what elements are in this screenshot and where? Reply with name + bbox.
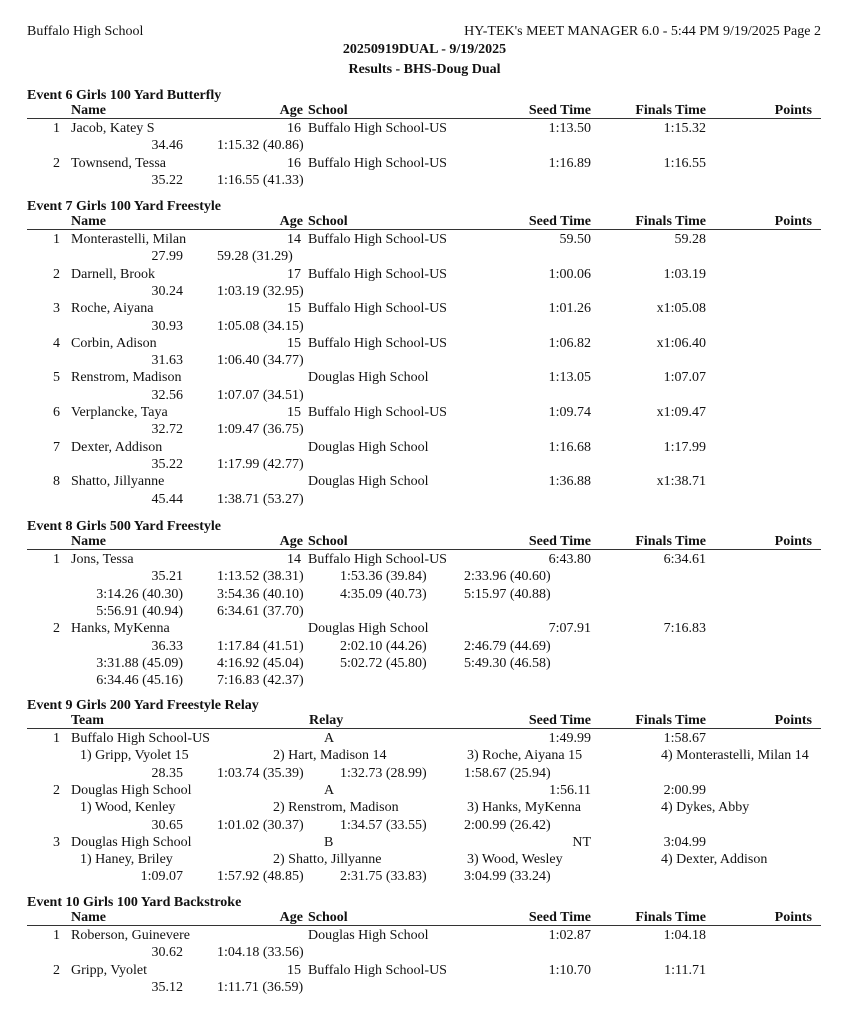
- entry-relay: A: [324, 731, 335, 746]
- entry-place: 4: [53, 335, 60, 351]
- split: 35.21: [151, 569, 183, 585]
- event-title: Event 10 Girls 100 Yard Backstroke: [27, 895, 242, 910]
- split: 1:07.07 (34.51): [217, 387, 304, 403]
- entry-seed-time: 7:07.91: [548, 621, 591, 637]
- entry-place: 2: [53, 962, 60, 978]
- entry-school: Buffalo High School-US: [308, 232, 447, 247]
- entry-place: 2: [53, 155, 60, 171]
- entry-finals-time: 59.28: [674, 232, 706, 247]
- relay-swimmer: 4) Monterastelli, Milan 14: [661, 748, 809, 764]
- entry-place: 3: [53, 834, 60, 850]
- entry-seed-time: 1:01.26: [548, 301, 591, 317]
- entry-place: 8: [53, 474, 60, 490]
- entry-name: Shatto, Jillyanne: [71, 474, 165, 490]
- header-rule: [27, 549, 821, 550]
- split: 2:00.99 (26.42): [464, 817, 551, 833]
- entry-school: Buffalo High School-US: [308, 552, 447, 567]
- entry-name: Townsend, Tessa: [71, 155, 166, 171]
- relay-swimmer: 1) Wood, Kenley: [80, 800, 176, 816]
- entry-school: Buffalo High School-US: [308, 155, 447, 171]
- col-age: Age: [279, 910, 303, 925]
- entry-relay: B: [324, 834, 334, 850]
- split: 5:49.30 (46.58): [464, 655, 551, 671]
- col-age: Age: [279, 103, 303, 118]
- header-rule: [27, 728, 821, 729]
- entry-seed-time: 1:16.68: [548, 439, 591, 455]
- split: 6:34.46 (45.16): [96, 673, 183, 689]
- col-school: School: [308, 910, 348, 925]
- entry-name: Dexter, Addison: [71, 439, 163, 455]
- entry-seed-time: NT: [572, 834, 591, 850]
- entry-finals-time: 7:16.83: [663, 621, 706, 637]
- split: 30.65: [151, 817, 183, 833]
- entry-name: Jacob, Katey S: [71, 121, 155, 136]
- split: 45.44: [151, 491, 183, 507]
- entry-place: 2: [53, 782, 60, 798]
- entry-school: Douglas High School: [308, 621, 429, 637]
- split: 32.72: [151, 422, 183, 438]
- split: 30.24: [151, 283, 183, 299]
- entry-seed-time: 1:10.70: [548, 962, 591, 978]
- entry-place: 6: [53, 405, 60, 420]
- entry-team: Buffalo High School-US: [71, 731, 210, 746]
- col-school: School: [308, 534, 348, 549]
- split: 2:46.79 (44.69): [464, 638, 551, 654]
- entry-name: Roberson, Guinevere: [71, 928, 190, 943]
- entry-place: 3: [53, 301, 60, 317]
- entry-finals-time: x1:38.71: [656, 474, 706, 490]
- entry-place: 1: [53, 232, 60, 247]
- split: 36.33: [151, 638, 183, 654]
- relay-swimmer: 1) Gripp, Vyolet 15: [80, 748, 189, 764]
- col-finals-time: Finals Time: [635, 103, 706, 118]
- col-team: Team: [71, 713, 104, 728]
- header-rule: [27, 118, 821, 119]
- split: 1:15.32 (40.86): [217, 138, 304, 154]
- entry-seed-time: 1:00.06: [548, 266, 591, 282]
- event-title: Event 8 Girls 500 Yard Freestyle: [27, 519, 222, 534]
- entry-school: Buffalo High School-US: [308, 335, 447, 351]
- entry-finals-time: 1:03.19: [663, 266, 706, 282]
- split: 32.56: [151, 387, 183, 403]
- split: 35.12: [151, 979, 183, 995]
- entry-name: Verplancke, Taya: [71, 405, 168, 420]
- entry-team: Douglas High School: [71, 782, 192, 798]
- split: 1:17.99 (42.77): [217, 456, 304, 472]
- entry-name: Gripp, Vyolet: [71, 962, 147, 978]
- relay-swimmer: 3) Hanks, MyKenna: [467, 800, 581, 816]
- entry-seed-time: 1:13.50: [548, 121, 591, 136]
- entry-age: 15: [287, 405, 301, 420]
- entry-finals-time: 1:15.32: [663, 121, 706, 136]
- split: 30.93: [151, 318, 183, 334]
- entry-place: 7: [53, 439, 60, 455]
- split: 1:09.07: [140, 869, 183, 885]
- event-title: Event 6 Girls 100 Yard Butterfly: [27, 88, 222, 103]
- split: 1:13.52 (38.31): [217, 569, 304, 585]
- entry-age: 16: [287, 121, 301, 136]
- entry-age: 14: [287, 232, 301, 247]
- entry-place: 1: [53, 731, 60, 746]
- entry-name: Monterastelli, Milan: [71, 232, 187, 247]
- col-age: Age: [279, 534, 303, 549]
- relay-swimmer: 4) Dexter, Addison: [661, 852, 768, 868]
- entry-finals-time: 1:17.99: [663, 439, 706, 455]
- entry-seed-time: 59.50: [559, 232, 591, 247]
- entry-name: Hanks, MyKenna: [71, 621, 170, 637]
- entry-seed-time: 1:16.89: [548, 155, 591, 171]
- col-age: Age: [279, 214, 303, 229]
- results-title: Results - BHS-Doug Dual: [348, 62, 501, 77]
- entry-seed-time: 1:06.82: [548, 335, 591, 351]
- col-finals-time: Finals Time: [635, 534, 706, 549]
- col-points: Points: [774, 103, 812, 118]
- split: 1:32.73 (28.99): [340, 765, 427, 781]
- header-rule: [27, 925, 821, 926]
- split: 1:09.47 (36.75): [217, 422, 304, 438]
- entry-age: 14: [287, 552, 301, 567]
- split: 2:33.96 (40.60): [464, 569, 551, 585]
- school-header: Buffalo High School: [27, 24, 144, 39]
- col-seed-time: Seed Time: [528, 214, 591, 229]
- split: 27.99: [151, 249, 183, 265]
- entry-school: Buffalo High School-US: [308, 405, 447, 420]
- split: 31.63: [151, 353, 183, 369]
- entry-school: Douglas High School: [308, 370, 429, 386]
- col-name: Name: [71, 534, 106, 549]
- entry-finals-time: 1:04.18: [663, 928, 706, 943]
- split: 30.62: [151, 945, 183, 961]
- split: 1:03.74 (35.39): [217, 765, 304, 781]
- entry-finals-time: 1:07.07: [663, 370, 706, 386]
- entry-school: Douglas High School: [308, 439, 429, 455]
- entry-seed-time: 1:56.11: [549, 782, 591, 798]
- split: 1:38.71 (53.27): [217, 491, 304, 507]
- entry-seed-time: 6:43.80: [548, 552, 591, 567]
- split: 1:34.57 (33.55): [340, 817, 427, 833]
- entry-team: Douglas High School: [71, 834, 192, 850]
- split: 3:14.26 (40.30): [96, 586, 183, 602]
- split: 7:16.83 (42.37): [217, 673, 304, 689]
- meet-title: 20250919DUAL - 9/19/2025: [342, 42, 507, 57]
- header-rule: [27, 229, 821, 230]
- entry-place: 2: [53, 266, 60, 282]
- col-points: Points: [774, 534, 812, 549]
- entry-finals-time: x1:09.47: [656, 405, 706, 420]
- entry-age: 15: [287, 335, 301, 351]
- software-header: HY-TEK's MEET MANAGER 6.0 - 5:44 PM 9/19/2025 Page 2: [464, 24, 821, 39]
- col-points: Points: [774, 910, 812, 925]
- col-points: Points: [774, 713, 812, 728]
- entry-school: Buffalo High School-US: [308, 301, 447, 317]
- col-seed-time: Seed Time: [528, 534, 591, 549]
- entry-place: 2: [53, 621, 60, 637]
- entry-school: Douglas High School: [308, 928, 429, 943]
- entry-finals-time: 2:00.99: [663, 782, 706, 798]
- col-finals-time: Finals Time: [635, 910, 706, 925]
- relay-swimmer: 3) Roche, Aiyana 15: [467, 748, 583, 764]
- entry-name: Jons, Tessa: [71, 552, 134, 567]
- entry-seed-time: 1:13.05: [548, 370, 591, 386]
- split: 6:34.61 (37.70): [217, 603, 304, 619]
- split: 1:17.84 (41.51): [217, 638, 304, 654]
- entry-seed-time: 1:49.99: [548, 731, 591, 746]
- entry-seed-time: 1:09.74: [548, 405, 591, 420]
- split: 5:15.97 (40.88): [464, 586, 551, 602]
- entry-relay: A: [324, 782, 335, 798]
- col-school: School: [308, 214, 348, 229]
- split: 1:06.40 (34.77): [217, 353, 304, 369]
- split: 28.35: [151, 765, 183, 781]
- split: 1:03.19 (32.95): [217, 283, 304, 299]
- col-relay: Relay: [309, 713, 344, 728]
- entry-name: Renstrom, Madison: [71, 370, 182, 386]
- entry-place: 1: [53, 552, 60, 567]
- split: 1:05.08 (34.15): [217, 318, 304, 334]
- entry-school: Buffalo High School-US: [308, 266, 447, 282]
- split: 3:04.99 (33.24): [464, 869, 551, 885]
- col-finals-time: Finals Time: [635, 214, 706, 229]
- split: 1:01.02 (30.37): [217, 817, 304, 833]
- entry-finals-time: 3:04.99: [663, 834, 706, 850]
- col-school: School: [308, 103, 348, 118]
- entry-school: Buffalo High School-US: [308, 121, 447, 136]
- split: 3:54.36 (40.10): [217, 586, 304, 602]
- entry-finals-time: x1:06.40: [656, 335, 706, 351]
- event-title: Event 7 Girls 100 Yard Freestyle: [27, 199, 222, 214]
- entry-seed-time: 1:36.88: [548, 474, 591, 490]
- relay-swimmer: 3) Wood, Wesley: [467, 852, 563, 868]
- relay-swimmer: 1) Haney, Briley: [80, 852, 173, 868]
- split: 2:31.75 (33.83): [340, 869, 427, 885]
- entry-place: 5: [53, 370, 60, 386]
- entry-finals-time: 1:16.55: [663, 155, 706, 171]
- split: 1:53.36 (39.84): [340, 569, 427, 585]
- split: 1:57.92 (48.85): [217, 869, 304, 885]
- col-seed-time: Seed Time: [528, 910, 591, 925]
- entry-place: 1: [53, 928, 60, 943]
- split: 4:16.92 (45.04): [217, 655, 304, 671]
- entry-place: 1: [53, 121, 60, 136]
- split: 4:35.09 (40.73): [340, 586, 427, 602]
- col-points: Points: [774, 214, 812, 229]
- entry-age: 16: [287, 155, 301, 171]
- relay-swimmer: 2) Renstrom, Madison: [273, 800, 399, 816]
- col-name: Name: [71, 214, 106, 229]
- split: 5:02.72 (45.80): [340, 655, 427, 671]
- entry-age: 15: [287, 962, 301, 978]
- relay-swimmer: 2) Hart, Madison 14: [273, 748, 387, 764]
- split: 2:02.10 (44.26): [340, 638, 427, 654]
- split: 5:56.91 (40.94): [96, 603, 183, 619]
- split: 1:16.55 (41.33): [217, 172, 304, 188]
- col-finals-time: Finals Time: [635, 713, 706, 728]
- entry-finals-time: x1:05.08: [656, 301, 706, 317]
- entry-age: 17: [287, 266, 301, 282]
- entry-finals-time: 1:58.67: [663, 731, 706, 746]
- entry-name: Darnell, Brook: [71, 266, 155, 282]
- col-name: Name: [71, 910, 106, 925]
- entry-finals-time: 6:34.61: [663, 552, 706, 567]
- split: 35.22: [151, 172, 183, 188]
- entry-age: 15: [287, 301, 301, 317]
- col-name: Name: [71, 103, 106, 118]
- relay-swimmer: 2) Shatto, Jillyanne: [273, 852, 382, 868]
- split: 1:04.18 (33.56): [217, 945, 304, 961]
- col-seed-time: Seed Time: [528, 103, 591, 118]
- col-seed-time: Seed Time: [528, 713, 591, 728]
- entry-school: Buffalo High School-US: [308, 962, 447, 978]
- split: 35.22: [151, 456, 183, 472]
- entry-name: Roche, Aiyana: [71, 301, 154, 317]
- split: 3:31.88 (45.09): [96, 655, 183, 671]
- entry-school: Douglas High School: [308, 474, 429, 490]
- split: 34.46: [151, 138, 183, 154]
- relay-swimmer: 4) Dykes, Abby: [661, 800, 750, 816]
- split: 1:58.67 (25.94): [464, 765, 551, 781]
- event-title: Event 9 Girls 200 Yard Freestyle Relay: [27, 698, 259, 713]
- split: 1:11.71 (36.59): [217, 979, 304, 995]
- entry-finals-time: 1:11.71: [664, 962, 706, 978]
- entry-seed-time: 1:02.87: [548, 928, 591, 943]
- split: 59.28 (31.29): [217, 249, 293, 265]
- entry-name: Corbin, Adison: [71, 335, 157, 351]
